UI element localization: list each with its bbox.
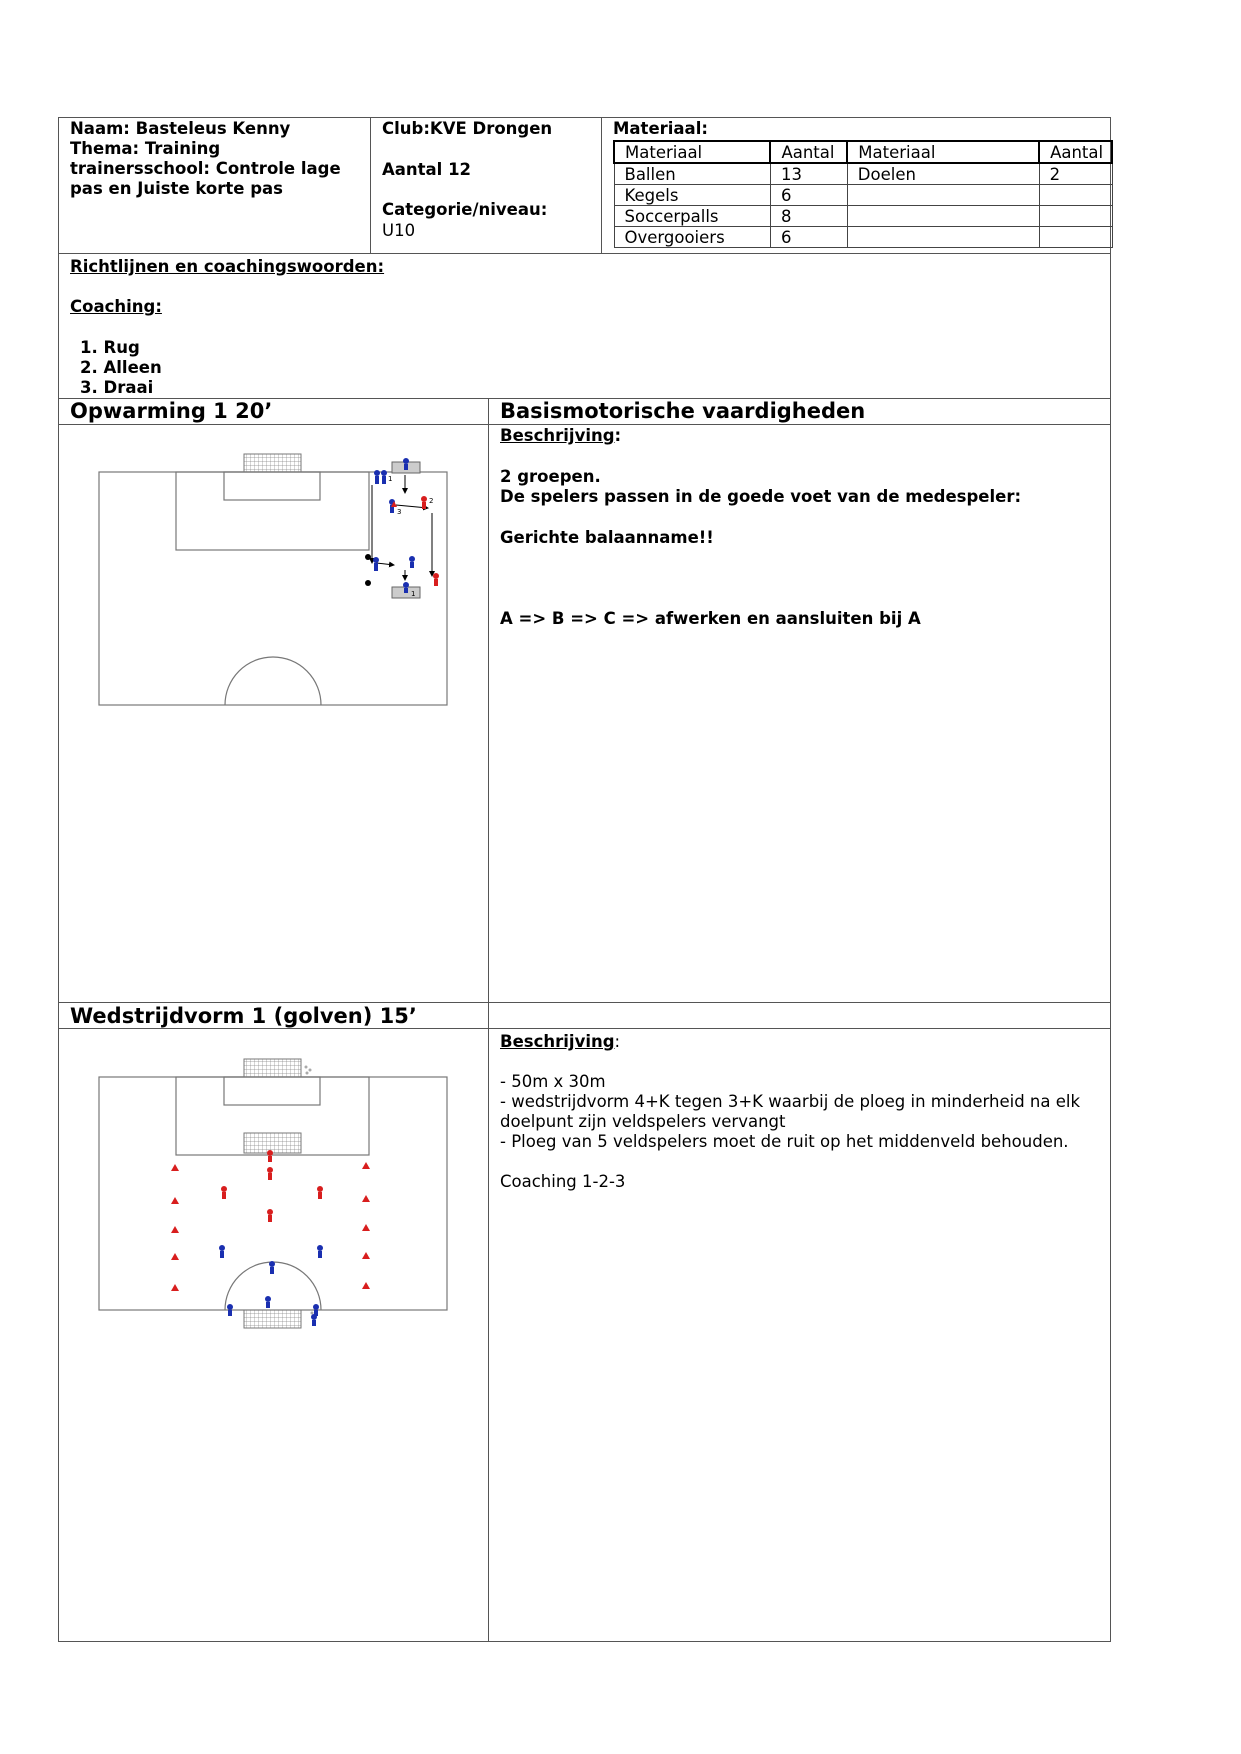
category-value: U10 xyxy=(382,221,416,240)
material-label: Materiaal: xyxy=(613,119,708,138)
table-cell: Ballen xyxy=(614,163,770,185)
description-heading xyxy=(500,426,621,446)
table-cell xyxy=(847,185,1039,206)
count-header-cell: Aantal xyxy=(770,141,847,163)
player-number-label: 1 xyxy=(411,590,416,598)
description-line: - Ploeg van 5 veldspelers moet de ruit op het middenveld behouden. xyxy=(500,1132,1069,1151)
coaching-item: 3. Draai xyxy=(80,378,154,397)
trainer-name: Naam: Basteleus Kenny xyxy=(70,119,291,138)
description-heading xyxy=(500,1032,620,1052)
player-number-label: 3 xyxy=(397,508,402,516)
table-row xyxy=(614,163,1112,185)
match-pitch-diagram xyxy=(90,1045,470,1335)
description-colon: : xyxy=(614,1032,621,1051)
description-label: Beschrijving xyxy=(500,1032,615,1051)
table-row xyxy=(614,206,1112,227)
material-table-header xyxy=(614,141,1112,163)
count-header-cell: Aantal xyxy=(1039,141,1112,163)
description-line: A => B => C => afwerken en aansluiten bij A xyxy=(500,609,921,628)
table-row xyxy=(614,185,1112,206)
table-cell xyxy=(1039,185,1112,206)
table-cell: 6 xyxy=(770,227,847,248)
table-cell xyxy=(847,206,1039,227)
table-cell: Kegels xyxy=(614,185,770,206)
table-cell: Doelen xyxy=(847,163,1039,185)
description-line: doelpunt zijn veldspelers vervangt xyxy=(500,1112,786,1131)
theme-line-3: pas en Juiste korte pas xyxy=(70,179,283,198)
warmup-pitch-diagram xyxy=(90,445,470,720)
club-name: Club:KVE Drongen xyxy=(382,119,553,138)
skills-title: Basismotorische vaardigheden xyxy=(500,399,866,423)
warmup-title: Opwarming 1 20’ xyxy=(70,399,273,423)
table-cell: 6 xyxy=(770,185,847,206)
material-table xyxy=(613,140,1113,248)
table-cell: Overgooiers xyxy=(614,227,770,248)
theme-line-1: Thema: Training xyxy=(70,139,221,158)
player-number-label: 2 xyxy=(429,497,434,505)
description-line: - 50m x 30m xyxy=(500,1072,606,1091)
table-cell: 2 xyxy=(1039,163,1112,185)
table-cell: 13 xyxy=(770,163,847,185)
coaching-item: 2. Alleen xyxy=(80,358,162,377)
player-number-label: 1 xyxy=(388,475,393,483)
guidelines-title: Richtlijnen en coachingswoorden: xyxy=(70,257,385,276)
table-cell xyxy=(847,227,1039,248)
table-row xyxy=(614,227,1112,248)
description-line: Gerichte balaanname!! xyxy=(500,528,714,547)
coaching-title: Coaching: xyxy=(70,297,162,316)
material-header-cell: Materiaal xyxy=(847,141,1039,163)
description-line: Coaching 1-2-3 xyxy=(500,1172,626,1191)
description-line: 2 groepen. xyxy=(500,467,601,486)
description-line: De spelers passen in de goede voet van de medespeler: xyxy=(500,487,1022,506)
coaching-item: 1. Rug xyxy=(80,338,140,357)
table-cell: 8 xyxy=(770,206,847,227)
category-label: Categorie/niveau: xyxy=(382,200,548,219)
player-count: Aantal 12 xyxy=(382,160,472,179)
table-cell xyxy=(1039,227,1112,248)
table-cell: Soccerpalls xyxy=(614,206,770,227)
theme-line-2: trainersschool: Controle lage xyxy=(70,159,341,178)
material-header-cell: Materiaal xyxy=(614,141,770,163)
description-label: Beschrijving xyxy=(500,426,615,445)
match-form-title: Wedstrijdvorm 1 (golven) 15’ xyxy=(70,1004,417,1028)
description-colon: : xyxy=(614,426,622,445)
description-line: - wedstrijdvorm 4+K tegen 3+K waarbij de ploeg in minderheid na elk xyxy=(500,1092,1081,1111)
table-cell xyxy=(1039,206,1112,227)
